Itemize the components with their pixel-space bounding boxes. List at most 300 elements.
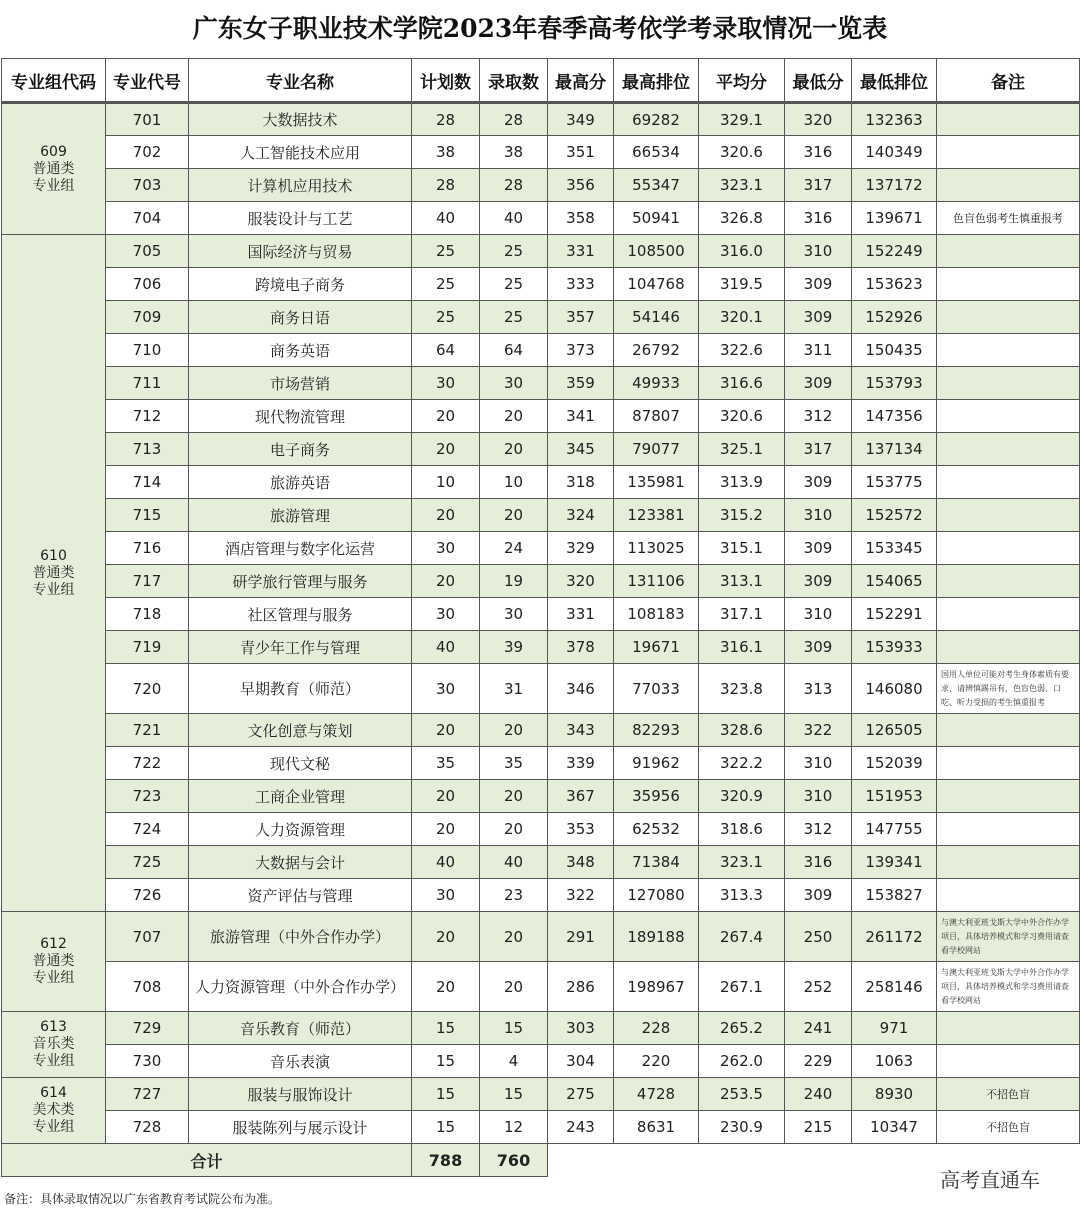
major-code-cell: 720 bbox=[106, 664, 189, 714]
footnote: 备注：具体录取情况以广东省教育考试院公布为准。 bbox=[4, 1192, 281, 1206]
plan-cell: 20 bbox=[412, 962, 480, 1012]
note-cell bbox=[937, 235, 1080, 268]
major-code-cell: 719 bbox=[106, 631, 189, 664]
min-score-cell: 310 bbox=[785, 499, 852, 532]
max-rank-cell: 54146 bbox=[614, 301, 699, 334]
min-score-cell: 313 bbox=[785, 664, 852, 714]
max-rank-cell: 131106 bbox=[614, 565, 699, 598]
plan-cell: 15 bbox=[412, 1111, 480, 1144]
max-score-cell: 291 bbox=[548, 912, 614, 962]
plan-cell: 20 bbox=[412, 714, 480, 747]
group-code-cell: 612 普通类 专业组 bbox=[2, 912, 106, 1012]
max-rank-cell: 19671 bbox=[614, 631, 699, 664]
max-rank-cell: 82293 bbox=[614, 714, 699, 747]
table-row bbox=[2, 268, 1080, 301]
plan-cell: 38 bbox=[412, 136, 480, 169]
max-rank-cell: 91962 bbox=[614, 747, 699, 780]
major-name-cell: 国际经济与贸易 bbox=[189, 235, 412, 268]
plan-cell: 20 bbox=[412, 400, 480, 433]
plan-cell: 25 bbox=[412, 301, 480, 334]
admit-cell: 38 bbox=[480, 136, 548, 169]
table-row bbox=[2, 1012, 1080, 1045]
note-cell bbox=[937, 1045, 1080, 1078]
admit-cell: 20 bbox=[480, 433, 548, 466]
plan-cell: 40 bbox=[412, 631, 480, 664]
max-rank-cell: 123381 bbox=[614, 499, 699, 532]
max-score-cell: 341 bbox=[548, 400, 614, 433]
major-code-cell: 707 bbox=[106, 912, 189, 962]
max-score-cell: 345 bbox=[548, 433, 614, 466]
avg-score-cell: 313.1 bbox=[699, 565, 785, 598]
major-code-cell: 712 bbox=[106, 400, 189, 433]
avg-score-cell: 317.1 bbox=[699, 598, 785, 631]
note-cell bbox=[937, 631, 1080, 664]
plan-cell: 15 bbox=[412, 1078, 480, 1111]
major-code-cell: 714 bbox=[106, 466, 189, 499]
plan-cell: 30 bbox=[412, 664, 480, 714]
plan-cell: 20 bbox=[412, 499, 480, 532]
note-cell bbox=[937, 334, 1080, 367]
major-code-cell: 729 bbox=[106, 1012, 189, 1045]
watermark: 高考直通车 bbox=[940, 1168, 1040, 1192]
max-score-cell: 359 bbox=[548, 367, 614, 400]
major-name-cell: 市场营销 bbox=[189, 367, 412, 400]
major-name-cell: 大数据技术 bbox=[189, 103, 412, 136]
admission-table bbox=[1, 58, 1080, 1177]
max-rank-cell: 108500 bbox=[614, 235, 699, 268]
min-score-cell: 229 bbox=[785, 1045, 852, 1078]
note-cell bbox=[937, 879, 1080, 912]
avg-score-cell: 262.0 bbox=[699, 1045, 785, 1078]
admit-cell: 35 bbox=[480, 747, 548, 780]
avg-score-cell: 329.1 bbox=[699, 103, 785, 136]
note-cell bbox=[937, 598, 1080, 631]
major-code-cell: 709 bbox=[106, 301, 189, 334]
note-cell bbox=[937, 532, 1080, 565]
admit-cell: 40 bbox=[480, 202, 548, 235]
header-group-code: 专业组代码 bbox=[2, 59, 106, 103]
avg-score-cell: 267.1 bbox=[699, 962, 785, 1012]
max-rank-cell: 26792 bbox=[614, 334, 699, 367]
plan-cell: 15 bbox=[412, 1045, 480, 1078]
min-score-cell: 309 bbox=[785, 532, 852, 565]
table-row bbox=[2, 780, 1080, 813]
min-rank-cell: 146080 bbox=[852, 664, 937, 714]
table-row bbox=[2, 169, 1080, 202]
avg-score-cell: 323.1 bbox=[699, 169, 785, 202]
admit-cell: 10 bbox=[480, 466, 548, 499]
plan-cell: 25 bbox=[412, 235, 480, 268]
max-rank-cell: 198967 bbox=[614, 962, 699, 1012]
major-code-cell: 708 bbox=[106, 962, 189, 1012]
major-code-cell: 710 bbox=[106, 334, 189, 367]
avg-score-cell: 326.8 bbox=[699, 202, 785, 235]
min-score-cell: 309 bbox=[785, 466, 852, 499]
avg-score-cell: 315.1 bbox=[699, 532, 785, 565]
max-score-cell: 353 bbox=[548, 813, 614, 846]
avg-score-cell: 323.8 bbox=[699, 664, 785, 714]
group-code-cell: 614 美术类 专业组 bbox=[2, 1078, 106, 1144]
plan-cell: 20 bbox=[412, 912, 480, 962]
major-name-cell: 社区管理与服务 bbox=[189, 598, 412, 631]
major-code-cell: 730 bbox=[106, 1045, 189, 1078]
note-cell bbox=[937, 400, 1080, 433]
major-name-cell: 商务日语 bbox=[189, 301, 412, 334]
table-row bbox=[2, 1045, 1080, 1078]
admit-cell: 25 bbox=[480, 268, 548, 301]
max-score-cell: 343 bbox=[548, 714, 614, 747]
min-rank-cell: 139671 bbox=[852, 202, 937, 235]
min-score-cell: 310 bbox=[785, 747, 852, 780]
avg-score-cell: 313.3 bbox=[699, 879, 785, 912]
min-rank-cell: 152572 bbox=[852, 499, 937, 532]
plan-cell: 30 bbox=[412, 532, 480, 565]
max-rank-cell: 113025 bbox=[614, 532, 699, 565]
note-cell: 不招色盲 bbox=[937, 1078, 1080, 1111]
major-code-cell: 721 bbox=[106, 714, 189, 747]
table-row bbox=[2, 1078, 1080, 1111]
max-score-cell: 357 bbox=[548, 301, 614, 334]
header-row bbox=[2, 59, 1080, 103]
max-rank-cell: 71384 bbox=[614, 846, 699, 879]
max-score-cell: 367 bbox=[548, 780, 614, 813]
admit-cell: 20 bbox=[480, 499, 548, 532]
admit-cell: 31 bbox=[480, 664, 548, 714]
min-score-cell: 311 bbox=[785, 334, 852, 367]
group-code-cell: 610 普通类 专业组 bbox=[2, 235, 106, 912]
header-min-score: 最低分 bbox=[785, 59, 852, 103]
min-score-cell: 309 bbox=[785, 879, 852, 912]
avg-score-cell: 267.4 bbox=[699, 912, 785, 962]
avg-score-cell: 322.2 bbox=[699, 747, 785, 780]
admit-cell: 15 bbox=[480, 1078, 548, 1111]
avg-score-cell: 320.1 bbox=[699, 301, 785, 334]
min-rank-cell: 258146 bbox=[852, 962, 937, 1012]
major-name-cell: 旅游英语 bbox=[189, 466, 412, 499]
table-row bbox=[2, 202, 1080, 235]
max-rank-cell: 77033 bbox=[614, 664, 699, 714]
plan-cell: 40 bbox=[412, 846, 480, 879]
major-code-cell: 713 bbox=[106, 433, 189, 466]
header-max-score: 最高分 bbox=[548, 59, 614, 103]
total-label: 合计 bbox=[2, 1144, 412, 1177]
avg-score-cell: 253.5 bbox=[699, 1078, 785, 1111]
admit-cell: 23 bbox=[480, 879, 548, 912]
max-score-cell: 378 bbox=[548, 631, 614, 664]
major-name-cell: 服装陈列与展示设计 bbox=[189, 1111, 412, 1144]
max-score-cell: 304 bbox=[548, 1045, 614, 1078]
admit-cell: 12 bbox=[480, 1111, 548, 1144]
min-score-cell: 241 bbox=[785, 1012, 852, 1045]
plan-cell: 30 bbox=[412, 367, 480, 400]
note-cell bbox=[937, 301, 1080, 334]
avg-score-cell: 325.1 bbox=[699, 433, 785, 466]
max-rank-cell: 8631 bbox=[614, 1111, 699, 1144]
major-name-cell: 旅游管理（中外合作办学） bbox=[189, 912, 412, 962]
admit-cell: 64 bbox=[480, 334, 548, 367]
note-cell bbox=[937, 466, 1080, 499]
major-code-cell: 715 bbox=[106, 499, 189, 532]
max-rank-cell: 104768 bbox=[614, 268, 699, 301]
max-score-cell: 329 bbox=[548, 532, 614, 565]
major-name-cell: 旅游管理 bbox=[189, 499, 412, 532]
major-name-cell: 人力资源管理 bbox=[189, 813, 412, 846]
min-score-cell: 309 bbox=[785, 268, 852, 301]
table-row bbox=[2, 103, 1080, 136]
min-rank-cell: 154065 bbox=[852, 565, 937, 598]
major-name-cell: 人工智能技术应用 bbox=[189, 136, 412, 169]
min-score-cell: 310 bbox=[785, 235, 852, 268]
header-note: 备注 bbox=[937, 59, 1080, 103]
plan-cell: 28 bbox=[412, 169, 480, 202]
admit-cell: 20 bbox=[480, 962, 548, 1012]
min-rank-cell: 8930 bbox=[852, 1078, 937, 1111]
min-rank-cell: 153775 bbox=[852, 466, 937, 499]
min-rank-cell: 153623 bbox=[852, 268, 937, 301]
table-row bbox=[2, 499, 1080, 532]
major-name-cell: 现代文秘 bbox=[189, 747, 412, 780]
admit-cell: 4 bbox=[480, 1045, 548, 1078]
min-score-cell: 252 bbox=[785, 962, 852, 1012]
max-rank-cell: 87807 bbox=[614, 400, 699, 433]
major-code-cell: 711 bbox=[106, 367, 189, 400]
min-rank-cell: 137134 bbox=[852, 433, 937, 466]
plan-cell: 28 bbox=[412, 103, 480, 136]
min-rank-cell: 139341 bbox=[852, 846, 937, 879]
avg-score-cell: 313.9 bbox=[699, 466, 785, 499]
total-plan: 788 bbox=[412, 1144, 480, 1177]
table-row bbox=[2, 747, 1080, 780]
avg-score-cell: 316.0 bbox=[699, 235, 785, 268]
max-score-cell: 322 bbox=[548, 879, 614, 912]
max-score-cell: 358 bbox=[548, 202, 614, 235]
max-score-cell: 243 bbox=[548, 1111, 614, 1144]
min-rank-cell: 152039 bbox=[852, 747, 937, 780]
note-cell bbox=[937, 103, 1080, 136]
header-admit: 录取数 bbox=[480, 59, 548, 103]
note-cell bbox=[937, 813, 1080, 846]
max-score-cell: 331 bbox=[548, 235, 614, 268]
major-name-cell: 工商企业管理 bbox=[189, 780, 412, 813]
plan-cell: 20 bbox=[412, 813, 480, 846]
min-score-cell: 215 bbox=[785, 1111, 852, 1144]
avg-score-cell: 320.9 bbox=[699, 780, 785, 813]
avg-score-cell: 319.5 bbox=[699, 268, 785, 301]
max-rank-cell: 79077 bbox=[614, 433, 699, 466]
major-code-cell: 717 bbox=[106, 565, 189, 598]
table-row bbox=[2, 136, 1080, 169]
min-score-cell: 320 bbox=[785, 103, 852, 136]
major-name-cell: 现代物流管理 bbox=[189, 400, 412, 433]
major-code-cell: 728 bbox=[106, 1111, 189, 1144]
min-rank-cell: 126505 bbox=[852, 714, 937, 747]
max-score-cell: 303 bbox=[548, 1012, 614, 1045]
max-score-cell: 373 bbox=[548, 334, 614, 367]
max-rank-cell: 35956 bbox=[614, 780, 699, 813]
header-max-rank: 最高排位 bbox=[614, 59, 699, 103]
table-row bbox=[2, 565, 1080, 598]
plan-cell: 15 bbox=[412, 1012, 480, 1045]
max-rank-cell: 189188 bbox=[614, 912, 699, 962]
header-min-rank: 最低排位 bbox=[852, 59, 937, 103]
max-rank-cell: 62532 bbox=[614, 813, 699, 846]
avg-score-cell: 320.6 bbox=[699, 136, 785, 169]
note-cell: 与澳大利亚班戈斯大学中外合作办学项目，具体培养模式和学习费用请查看学校网站 bbox=[937, 962, 1080, 1012]
avg-score-cell: 320.6 bbox=[699, 400, 785, 433]
major-name-cell: 服装与服饰设计 bbox=[189, 1078, 412, 1111]
major-name-cell: 人力资源管理（中外合作办学） bbox=[189, 962, 412, 1012]
plan-cell: 25 bbox=[412, 268, 480, 301]
major-code-cell: 718 bbox=[106, 598, 189, 631]
avg-score-cell: 322.6 bbox=[699, 334, 785, 367]
max-rank-cell: 220 bbox=[614, 1045, 699, 1078]
note-cell bbox=[937, 780, 1080, 813]
table-body bbox=[2, 103, 1080, 1144]
max-rank-cell: 228 bbox=[614, 1012, 699, 1045]
table-row bbox=[2, 598, 1080, 631]
major-code-cell: 706 bbox=[106, 268, 189, 301]
avg-score-cell: 230.9 bbox=[699, 1111, 785, 1144]
note-cell bbox=[937, 367, 1080, 400]
max-score-cell: 324 bbox=[548, 499, 614, 532]
max-score-cell: 320 bbox=[548, 565, 614, 598]
min-score-cell: 317 bbox=[785, 169, 852, 202]
min-score-cell: 309 bbox=[785, 565, 852, 598]
major-name-cell: 青少年工作与管理 bbox=[189, 631, 412, 664]
admit-cell: 15 bbox=[480, 1012, 548, 1045]
table-row bbox=[2, 631, 1080, 664]
major-code-cell: 722 bbox=[106, 747, 189, 780]
plan-cell: 20 bbox=[412, 433, 480, 466]
max-score-cell: 346 bbox=[548, 664, 614, 714]
table-row bbox=[2, 532, 1080, 565]
major-name-cell: 大数据与会计 bbox=[189, 846, 412, 879]
avg-score-cell: 323.1 bbox=[699, 846, 785, 879]
table-row bbox=[2, 400, 1080, 433]
min-score-cell: 312 bbox=[785, 400, 852, 433]
admit-cell: 19 bbox=[480, 565, 548, 598]
admit-cell: 25 bbox=[480, 301, 548, 334]
major-code-cell: 703 bbox=[106, 169, 189, 202]
table-row bbox=[2, 879, 1080, 912]
major-name-cell: 酒店管理与数字化运营 bbox=[189, 532, 412, 565]
min-score-cell: 312 bbox=[785, 813, 852, 846]
header-major-name: 专业名称 bbox=[189, 59, 412, 103]
avg-score-cell: 318.6 bbox=[699, 813, 785, 846]
note-cell: 不招色盲 bbox=[937, 1111, 1080, 1144]
note-cell bbox=[937, 565, 1080, 598]
max-score-cell: 339 bbox=[548, 747, 614, 780]
note-cell bbox=[937, 136, 1080, 169]
major-code-cell: 725 bbox=[106, 846, 189, 879]
major-code-cell: 723 bbox=[106, 780, 189, 813]
major-code-cell: 705 bbox=[106, 235, 189, 268]
total-row bbox=[2, 1144, 1080, 1177]
group-code-cell: 609 普通类 专业组 bbox=[2, 103, 106, 235]
avg-score-cell: 316.6 bbox=[699, 367, 785, 400]
major-name-cell: 商务英语 bbox=[189, 334, 412, 367]
note-cell bbox=[937, 1012, 1080, 1045]
admit-cell: 30 bbox=[480, 367, 548, 400]
header-major-code: 专业代号 bbox=[106, 59, 189, 103]
plan-cell: 10 bbox=[412, 466, 480, 499]
note-cell bbox=[937, 433, 1080, 466]
admit-cell: 20 bbox=[480, 780, 548, 813]
min-rank-cell: 150435 bbox=[852, 334, 937, 367]
min-rank-cell: 1063 bbox=[852, 1045, 937, 1078]
total-admit: 760 bbox=[480, 1144, 548, 1177]
major-name-cell: 计算机应用技术 bbox=[189, 169, 412, 202]
major-code-cell: 726 bbox=[106, 879, 189, 912]
max-rank-cell: 108183 bbox=[614, 598, 699, 631]
major-name-cell: 服装设计与工艺 bbox=[189, 202, 412, 235]
max-score-cell: 349 bbox=[548, 103, 614, 136]
plan-cell: 20 bbox=[412, 565, 480, 598]
major-name-cell: 文化创意与策划 bbox=[189, 714, 412, 747]
table-row bbox=[2, 664, 1080, 714]
table-row bbox=[2, 301, 1080, 334]
note-cell bbox=[937, 846, 1080, 879]
max-score-cell: 356 bbox=[548, 169, 614, 202]
admit-cell: 20 bbox=[480, 912, 548, 962]
avg-score-cell: 265.2 bbox=[699, 1012, 785, 1045]
table-row bbox=[2, 235, 1080, 268]
min-rank-cell: 971 bbox=[852, 1012, 937, 1045]
admit-cell: 30 bbox=[480, 598, 548, 631]
min-rank-cell: 152291 bbox=[852, 598, 937, 631]
avg-score-cell: 328.6 bbox=[699, 714, 785, 747]
major-code-cell: 724 bbox=[106, 813, 189, 846]
min-score-cell: 310 bbox=[785, 780, 852, 813]
min-rank-cell: 152249 bbox=[852, 235, 937, 268]
major-code-cell: 701 bbox=[106, 103, 189, 136]
admit-cell: 24 bbox=[480, 532, 548, 565]
admit-cell: 25 bbox=[480, 235, 548, 268]
min-rank-cell: 153933 bbox=[852, 631, 937, 664]
min-score-cell: 316 bbox=[785, 202, 852, 235]
max-rank-cell: 4728 bbox=[614, 1078, 699, 1111]
major-name-cell: 音乐表演 bbox=[189, 1045, 412, 1078]
header-plan: 计划数 bbox=[412, 59, 480, 103]
min-rank-cell: 137172 bbox=[852, 169, 937, 202]
min-score-cell: 317 bbox=[785, 433, 852, 466]
admit-cell: 39 bbox=[480, 631, 548, 664]
admit-cell: 20 bbox=[480, 400, 548, 433]
plan-cell: 40 bbox=[412, 202, 480, 235]
admit-cell: 20 bbox=[480, 813, 548, 846]
min-rank-cell: 10347 bbox=[852, 1111, 937, 1144]
min-rank-cell: 147356 bbox=[852, 400, 937, 433]
min-score-cell: 309 bbox=[785, 631, 852, 664]
max-rank-cell: 49933 bbox=[614, 367, 699, 400]
min-rank-cell: 151953 bbox=[852, 780, 937, 813]
table-row bbox=[2, 367, 1080, 400]
max-score-cell: 348 bbox=[548, 846, 614, 879]
table-row bbox=[2, 912, 1080, 962]
note-cell bbox=[937, 714, 1080, 747]
major-name-cell: 跨境电子商务 bbox=[189, 268, 412, 301]
table-row bbox=[2, 962, 1080, 1012]
max-rank-cell: 135981 bbox=[614, 466, 699, 499]
admit-cell: 20 bbox=[480, 714, 548, 747]
min-score-cell: 322 bbox=[785, 714, 852, 747]
major-name-cell: 资产评估与管理 bbox=[189, 879, 412, 912]
note-cell bbox=[937, 499, 1080, 532]
min-rank-cell: 261172 bbox=[852, 912, 937, 962]
major-code-cell: 704 bbox=[106, 202, 189, 235]
major-name-cell: 早期教育（师范） bbox=[189, 664, 412, 714]
avg-score-cell: 316.1 bbox=[699, 631, 785, 664]
